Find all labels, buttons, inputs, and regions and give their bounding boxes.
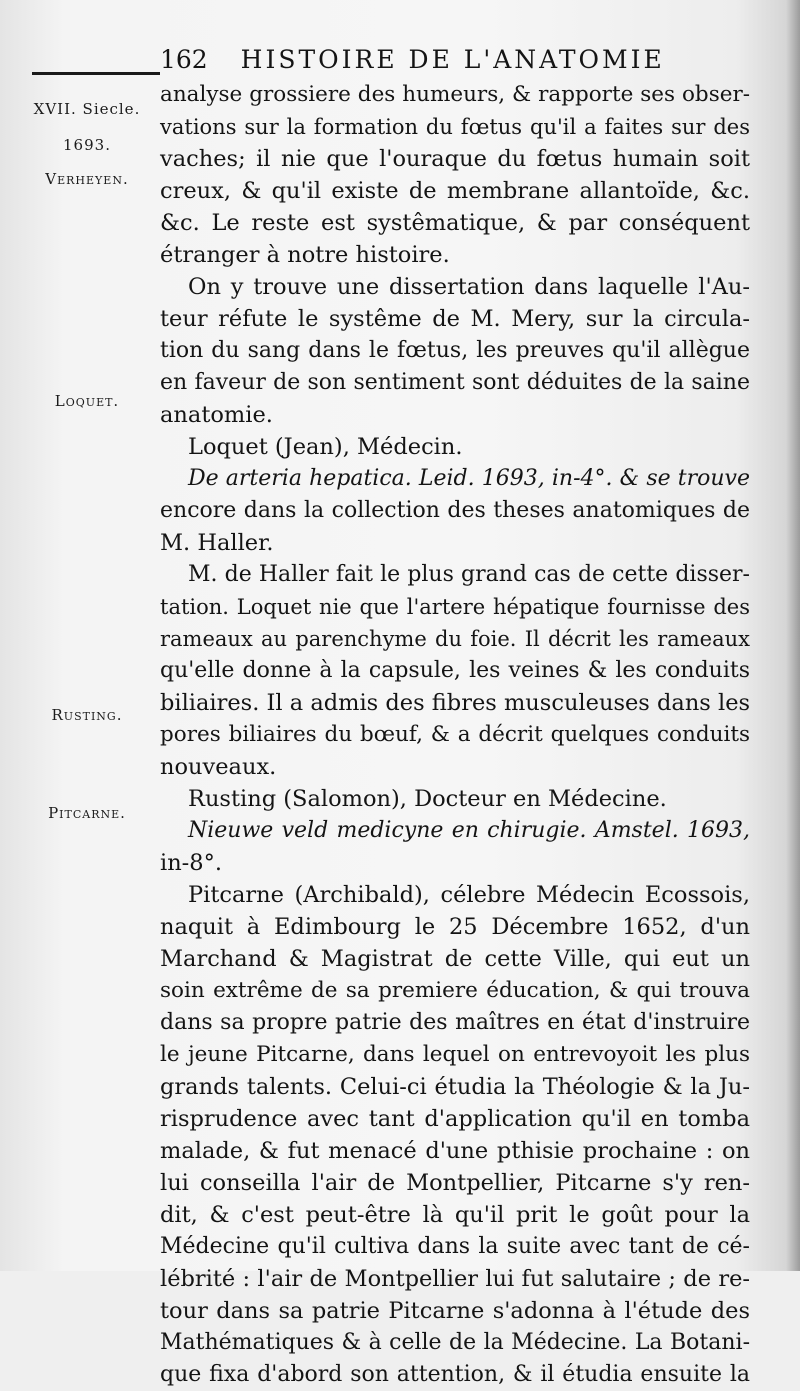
- text-line: tour dans sa patrie Pitcarne s'adonna à l'étude des: [160, 1298, 750, 1324]
- text-line: creux, & qu'il existe de membrane allantoïde, &c.: [160, 178, 750, 204]
- text-line: De arteria hepatica. Leid. 1693, in-4°. & se trouve: [188, 466, 750, 491]
- margin-note-pitcarne: Pitcarne.: [48, 804, 126, 822]
- text-line: M. de Haller fait le plus grand cas de cette disser-: [188, 562, 750, 587]
- text-line: étranger à notre histoire.: [160, 242, 450, 268]
- text-line: lébrité : l'air de Montpellier lui fut salutaire ; de re-: [160, 1266, 750, 1292]
- text-line: M. Haller.: [160, 530, 274, 556]
- page-number: 162: [160, 45, 208, 74]
- text-line: en faveur de son sentiment sont déduites de la saine: [160, 370, 750, 395]
- text-line: tation. Loquet nie que l'artere hépatique fournisse des: [160, 595, 750, 619]
- text-line: le jeune Pitcarne, dans lequel on entrevoyoit les plus: [160, 1042, 750, 1067]
- text-line: vations sur la formation du fœtus qu'il a faites sur des: [160, 115, 750, 139]
- text-line: naquit à Edimbourg le 25 Décembre 1652, d'un: [160, 914, 750, 940]
- text-line: qu'elle donne à la capsule, les veines & les conduits: [160, 658, 750, 683]
- margin-note-century: XVII. Siecle.: [33, 100, 141, 118]
- text-line: grands talents. Celui-ci étudia la Théologie & la Ju-: [160, 1074, 750, 1100]
- text-line: dit, & c'est peut-être là qu'il prit le goût pour la: [160, 1202, 750, 1228]
- text-line: analyse grossiere des humeurs, & rapporte ses obser-: [160, 82, 750, 107]
- text-line: biliaires. Il a admis des fibres musculeuses dans les: [160, 690, 751, 716]
- text-line: nouveaux.: [160, 754, 277, 780]
- text-line: dans sa propre patrie des maîtres en état d'instruire: [160, 1010, 750, 1035]
- text-line: vaches; il nie que l'ouraque du fœtus humain soit: [160, 146, 750, 172]
- text-line: que fixa d'abord son attention, & il étudia ensuite la: [160, 1362, 750, 1387]
- page-gutter-shadow: [786, 0, 800, 1271]
- running-title: HISTOIRE DE L'ANATOMIE: [240, 45, 665, 74]
- text-line: Nieuwe veld medicyne en chirugie. Amstel. 1693,: [188, 818, 750, 843]
- header-rule: [32, 72, 160, 75]
- text-line: soin extrême de sa premiere éducation, & qui trouva: [160, 978, 750, 1003]
- text-line: &c. Le reste est systêmatique, & par conséquent: [160, 210, 750, 236]
- text-line: Médecine qu'il cultiva dans la suite avec tant de cé-: [160, 1234, 750, 1259]
- margin-note-rusting: Rusting.: [51, 706, 123, 724]
- text-line: encore dans la collection des theses anatomiques de: [160, 498, 750, 523]
- text-line: pores biliaires du bœuf, & a décrit quelques conduits: [160, 722, 750, 747]
- text-line: Mathématiques & à celle de la Médecine. La Botani-: [160, 1330, 750, 1355]
- text-line: Rusting (Salomon), Docteur en Médecine.: [188, 786, 667, 812]
- margin-note-loquet: Loquet.: [54, 392, 120, 410]
- body-text: [160, 79, 750, 1391]
- text-line: tion du sang dans le fœtus, les preuves qu'il allègue: [160, 338, 750, 363]
- text-line: teur réfute le systême de M. Mery, sur la circula-: [160, 306, 750, 332]
- text-line: in-8°.: [160, 850, 223, 876]
- text-line: malade, & fut menacé d'une pthisie prochaine : on: [160, 1138, 750, 1164]
- text-line: Marchand & Magistrat de cette Ville, qui eut un: [160, 946, 750, 972]
- margin-note-year: 1693.: [63, 136, 111, 154]
- text-line: rameaux au parenchyme du foie. Il décrit les rameaux: [160, 627, 750, 651]
- running-header: [160, 42, 720, 78]
- text-line: risprudence avec tant d'application qu'il en tomba: [160, 1106, 750, 1132]
- text-line: On y trouve une dissertation dans laquelle l'Au-: [188, 274, 750, 300]
- margin-note-verheyen: Verheyen.: [45, 170, 129, 188]
- text-line: anatomie.: [160, 402, 273, 428]
- text-line: Loquet (Jean), Médecin.: [188, 434, 463, 460]
- text-line: lui conseilla l'air de Montpellier, Pitcarne s'y ren-: [160, 1170, 750, 1196]
- text-line: Pitcarne (Archibald), célebre Médecin Ecossois,: [188, 882, 750, 908]
